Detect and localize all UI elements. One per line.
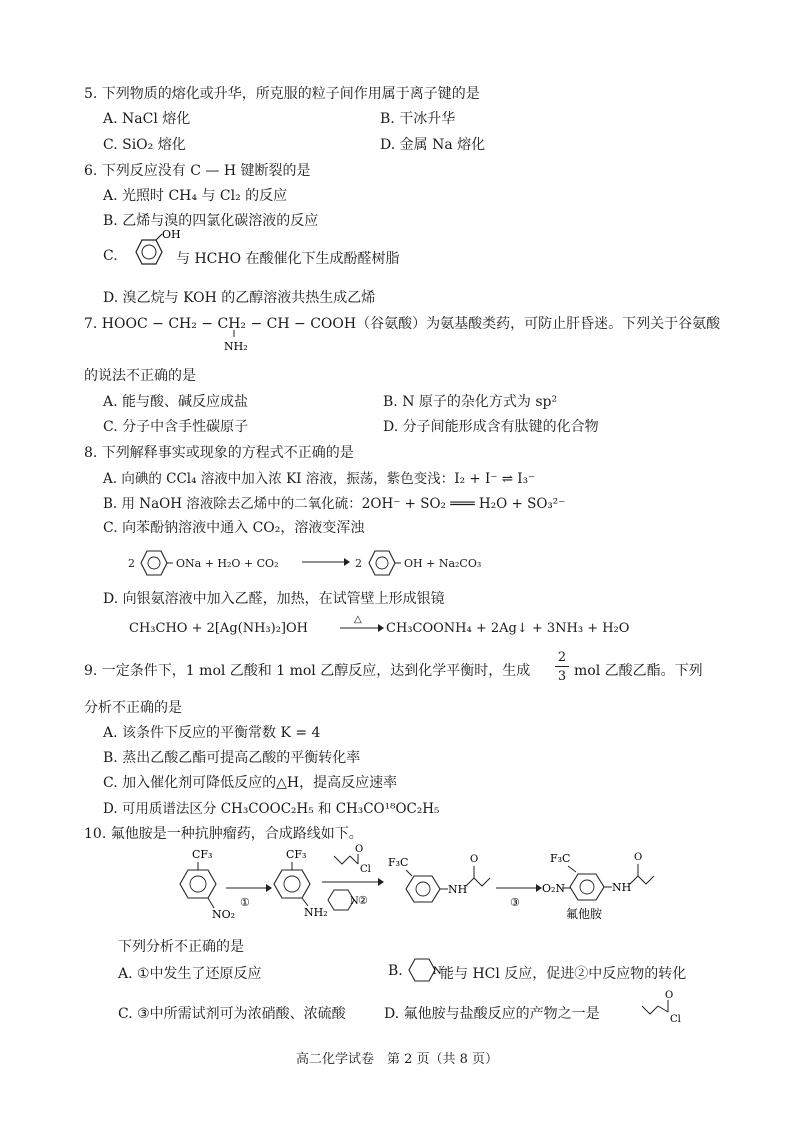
o-label-3: O (634, 852, 643, 863)
o2n-label: O₂N (542, 882, 566, 895)
q8-option-a: A. 向碘的 CCl₄ 溶液中加入浓 KI 溶液，振荡，紫色变浅：I₂ + I⁻ ⇌ I₃⁻ (103, 471, 536, 487)
q8-option-b: B. 用 NaOH 溶液除去乙烯中的二氧化硫：2OH⁻ + SO₂ ═══ H₂O + SO₃²⁻ (103, 496, 566, 512)
pyridine-n-label-2: N (433, 966, 442, 977)
o-label-4: O (665, 990, 674, 1001)
q8-c-eq-left: ONa + H₂O + CO₂ (176, 557, 279, 570)
q9-fraction-denominator: 3 (557, 669, 567, 684)
q10-stem: 10. 氟他胺是一种抗肿瘤药，合成路线如下。 (84, 826, 363, 842)
isobutyryl-chloride-icon (640, 990, 690, 1026)
pyridine-icon (328, 890, 359, 910)
q7-nh2-label: NH₂ (224, 340, 248, 353)
q5-option-b: B. 干冰升华 (380, 111, 456, 127)
q8-option-c: C. 向苯酚钠溶液中通入 CO₂，溶液变浑浊 (103, 520, 365, 536)
q10-option-d-text: D. 氟他胺与盐酸反应的产物之一是 (384, 1006, 600, 1022)
cl-label: Cl (360, 864, 371, 875)
q8-c-coef-2: 2 (355, 557, 362, 570)
q9-stem-a: 9. 一定条件下，1 mol 乙酸和 1 mol 乙醇反应，达到化学平衡时，生成 (84, 663, 531, 679)
q10-stem-2: 下列分析不正确的是 (118, 939, 244, 955)
q10-option-b-prefix: B. (388, 963, 403, 979)
benzene-ring-icon-2 (365, 548, 401, 578)
fraction-bar (555, 666, 569, 667)
q6-option-c-text: 与 HCHO 在酸催化下生成酚醛树脂 (176, 251, 400, 267)
pyridine-option-icon (406, 956, 444, 984)
product-flutamide (542, 852, 654, 921)
q7-option-c: C. 分子中含手性碳原子 (103, 419, 249, 435)
q5-option-d: D. 金属 Na 熔化 (380, 137, 486, 153)
no2-label: NO₂ (212, 908, 236, 921)
f3c-label-2: F₃C (550, 852, 571, 865)
q7-stem: 7. HOOC − CH₂ − CH₂ − CH − COOH（谷氨酸）为氨基酸类药，可防止肝昏迷。下列关于谷氨酸 (84, 316, 721, 332)
q9-option-d: D. 可用质谱法区分 CH₃COOC₂H₅ 和 CH₃CO¹⁸OC₂H₅ (103, 801, 440, 817)
product-name: 氟他胺 (566, 907, 603, 921)
heat-arrow-icon (338, 614, 384, 636)
step-1-label: ① (240, 896, 250, 909)
q5-option-c: C. SiO₂ 熔化 (103, 137, 186, 153)
reaction-arrow-icon (300, 556, 350, 568)
q8-c-coef-1: 2 (128, 557, 135, 570)
q6-stem: 6. 下列反应没有 C — H 键断裂的是 (84, 163, 311, 179)
f3c-label: F₃C (388, 856, 409, 869)
q7-stem-2: 的说法不正确的是 (84, 368, 196, 384)
q9-stem-b: mol 乙酸乙酯。下列 (574, 663, 703, 679)
q8-c-eq-right: OH + Na₂CO₃ (404, 557, 482, 570)
step-3-label: ③ (510, 896, 520, 909)
q8-d-eq-right: CH₃COONH₄ + 2Ag↓ + 3NH₃ + H₂O (386, 621, 630, 636)
q7-nh2-branch (222, 330, 252, 354)
pyridine-n-label: N (350, 896, 359, 907)
q5-option-a: A. NaCl 熔化 (103, 111, 191, 127)
nh2-label: NH₂ (304, 906, 328, 919)
intermediate-amide (388, 854, 490, 902)
reagent-isobutyryl-chloride (334, 844, 371, 875)
cf3-label-2: CF₃ (286, 848, 307, 861)
q6-option-d: D. 溴乙烷与 KOH 的乙醇溶液共热生成乙烯 (103, 290, 376, 306)
q9-stem-2: 分析不正确的是 (84, 700, 182, 716)
cf3-label: CF₃ (192, 848, 213, 861)
q7-option-b: B. N 原子的杂化方式为 sp² (383, 394, 558, 410)
q9-option-c: C. 加入催化剂可降低反应的△H，提高反应速率 (103, 775, 398, 791)
page-footer: 高二化学试卷 第 2 页（共 8 页） (295, 1052, 499, 1067)
heat-condition: △ (354, 614, 362, 625)
q6-option-a: A. 光照时 CH₄ 与 Cl₂ 的反应 (103, 188, 288, 204)
q9-option-a: A. 该条件下反应的平衡常数 K = 4 (103, 725, 321, 741)
q6-option-b: B. 乙烯与溴的四氯化碳溶液的反应 (103, 213, 319, 229)
cl-label-2: Cl (670, 1014, 681, 1025)
q6-option-c-prefix: C. (103, 248, 118, 264)
benzene-ring-icon-1 (137, 548, 173, 578)
q10-option-b-text: 能与 HCl 反应，促进②中反应物的转化 (440, 966, 687, 982)
q9-fraction-numerator: 2 (557, 650, 567, 665)
q8-stem: 8. 下列解释事实或现象的方程式不正确的是 (84, 445, 354, 461)
q8-d-eq-left: CH₃CHO + 2[Ag(NH₃)₂]OH (129, 621, 308, 636)
q10-option-a: A. ①中发生了还原反应 (118, 966, 262, 982)
synthesis-route-diagram (170, 846, 730, 926)
q7-option-d: D. 分子间能形成含有肽键的化合物 (383, 419, 599, 435)
q8-option-d: D. 向银氨溶液中加入乙醛，加热，在试管壁上形成银镜 (103, 591, 445, 607)
nh-label: NH (448, 883, 468, 896)
q7-option-a: A. 能与酸、碱反应成盐 (103, 394, 249, 410)
q10-option-c: C. ③中所需试剂可为浓硝酸、浓硫酸 (118, 1006, 346, 1022)
q9-option-b: B. 蒸出乙酸乙酯可提高乙酸的平衡转化率 (103, 750, 361, 766)
phenol-oh-label: OH (162, 228, 181, 241)
intermediate-amine (274, 848, 328, 919)
phenol-structure-icon (124, 228, 181, 274)
step-2-label: ② (358, 894, 368, 907)
o-label: O (355, 844, 364, 855)
q5-stem: 5. 下列物质的熔化或升华，所克服的粒子间作用属于离子键的是 (84, 86, 480, 102)
nh-label-2: NH (612, 881, 632, 894)
starting-material (180, 848, 235, 921)
o-label-2: O (470, 854, 479, 865)
